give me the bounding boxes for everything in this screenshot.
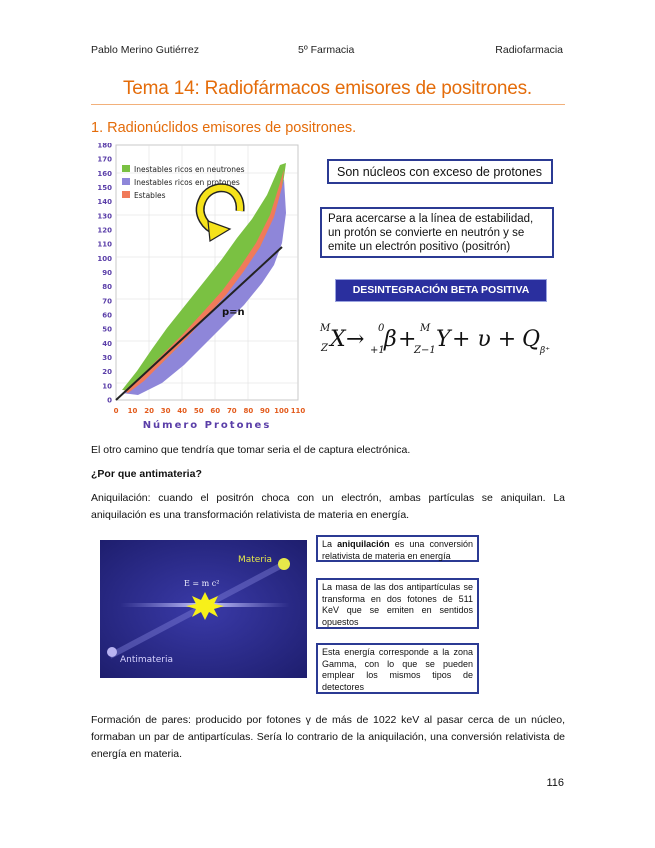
- x-tick-label: 50: [193, 407, 204, 415]
- x-tick-label: 60: [210, 407, 221, 415]
- y-tick-label: 150: [97, 184, 112, 192]
- header-course: 5º Farmacia: [298, 44, 355, 56]
- y-tick-label: 0: [107, 396, 112, 405]
- svg-text:X: X: [330, 327, 346, 352]
- proton-excess-box: [327, 159, 553, 184]
- page-number: 116: [546, 777, 564, 789]
- annihilation-illustration: [100, 540, 307, 678]
- paragraph-pair-production: Formación de pares: producido por fotones γ de más de 1022 keV al pasar cerca de un núcleo, formaban un par de antipartículas. Sería lo contrario de la aniquilación, una conversión relativista de energía en materia.: [91, 714, 565, 760]
- antimateria-particle-icon: [107, 647, 117, 657]
- stability-line-3: emite un electrón positivo (positrón): [328, 241, 511, 253]
- y-tick-label: 110: [97, 240, 112, 249]
- svg-text:0: 0: [378, 323, 385, 334]
- x-tick-label: 30: [160, 407, 171, 415]
- svg-text:β⁺: β⁺: [540, 346, 550, 356]
- stability-explanation-box: [320, 207, 554, 258]
- page-title: Tema 14: Radiofármacos emisores de positrones.: [123, 78, 532, 99]
- svg-text:+ υ +: + υ +: [452, 327, 517, 352]
- svg-text:β: β: [384, 327, 397, 352]
- beta-decay-equation: [318, 313, 568, 363]
- paragraph-electron-capture: El otro camino que tendría que tomar seria el de captura electrónica.: [91, 444, 411, 456]
- svg-text:+: +: [398, 327, 417, 352]
- svg-text:M: M: [320, 323, 331, 334]
- y-tick-label: 10: [102, 382, 112, 391]
- y-tick-label: 160: [97, 169, 112, 178]
- x-tick-label: 10: [127, 407, 138, 415]
- y-tick-label: 80: [102, 283, 112, 292]
- y-tick-label: 50: [102, 325, 112, 334]
- y-tick-label: 140: [97, 198, 112, 207]
- proton-excess-text: Son núcleos con exceso de protones: [337, 165, 542, 179]
- x-tick-label: 80: [243, 407, 254, 415]
- x-tick-label: 40: [177, 407, 188, 415]
- photon-box: La masa de las dos antipartículas se transforma en dos fotones de 511 KeV que se emiten en sentidos opuestos: [316, 578, 479, 629]
- materia-particle-icon: [278, 558, 290, 570]
- y-tick-label: 90: [102, 269, 112, 277]
- y-tick-label: 20: [102, 368, 112, 377]
- annihilation-definition-box: La aniquilación es una conversión relativista de materia en energía: [316, 535, 479, 562]
- x-tick-label: 110: [290, 407, 306, 415]
- annihilation-bold-term: aniquilación: [337, 539, 390, 549]
- legend-stable: Estables: [134, 191, 166, 200]
- paragraph-annihilation: Aniquilación: cuando el positrón choca con un electrón, ambas partículas se aniquilan. La aniquilación es una transformación relativista de materia en energía.: [91, 492, 565, 521]
- antimateria-label: Antimateria: [120, 655, 173, 665]
- stability-line-2: un protón se convierte en neutrón y se: [328, 227, 525, 239]
- line-label: p=n: [222, 307, 245, 318]
- legend-proton-rich: Inestables ricos en protones: [134, 178, 240, 187]
- materia-label: Materia: [238, 555, 273, 565]
- svg-text:Z−1: Z−1: [414, 345, 436, 356]
- x-tick-label: 0: [113, 407, 119, 415]
- x-tick-label: 100: [274, 407, 289, 415]
- nuclide-stability-chart: [92, 143, 312, 435]
- y-tick-label: 170: [97, 155, 112, 164]
- beta-decay-banner: DESINTEGRACIÓN BETA POSITIVA: [335, 279, 547, 302]
- x-tick-label: 70: [226, 407, 237, 415]
- svg-text:Z: Z: [321, 343, 328, 354]
- gamma-box: Esta energía corresponde a la zona Gamma, con lo que se pueden emplear los mismos tipos de detectores: [316, 643, 479, 694]
- svg-text:Y: Y: [436, 327, 451, 352]
- y-tick-label: 130: [97, 212, 112, 221]
- legend-neutron-rich: Inestables ricos en neutrones: [134, 165, 245, 174]
- svg-text:+1: +1: [370, 345, 385, 356]
- y-tick-label: 180: [97, 143, 112, 150]
- header-subject: Radiofarmacia: [495, 44, 563, 56]
- energy-formula: E = m c²: [184, 579, 220, 588]
- x-axis-label: Número Protones: [142, 420, 272, 431]
- y-tick-label: 60: [102, 311, 112, 320]
- y-tick-label: 40: [102, 339, 112, 348]
- antimatter-question: ¿Por que antimateria?: [91, 468, 202, 480]
- y-tick-label: 30: [102, 354, 112, 362]
- y-tick-label: 120: [97, 226, 112, 235]
- section-heading: 1. Radionúclidos emisores de positrones.: [91, 120, 357, 136]
- y-tick-label: 70: [102, 297, 112, 306]
- svg-text:M: M: [420, 323, 431, 334]
- title-underline: [91, 104, 565, 105]
- header-author: Pablo Merino Gutiérrez: [91, 44, 199, 56]
- svg-text:Q: Q: [522, 327, 541, 352]
- y-tick-label: 100: [97, 254, 112, 263]
- stability-line-1: Para acercarse a la línea de estabilidad,: [328, 213, 534, 225]
- svg-text:→: →: [346, 327, 365, 352]
- x-tick-label: 20: [144, 407, 154, 415]
- x-tick-label: 90: [260, 407, 270, 415]
